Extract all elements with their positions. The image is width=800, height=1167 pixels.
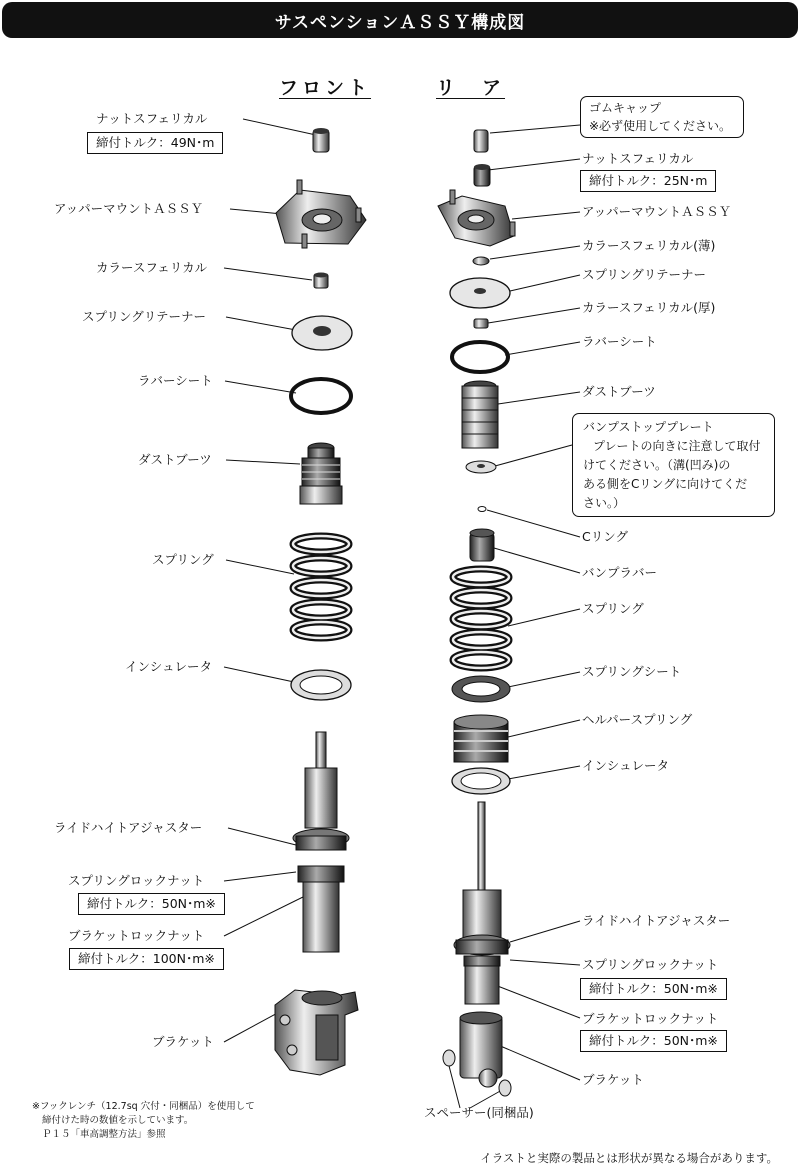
front-spring-label: スプリング [152,552,214,567]
rear-spring-retainer [450,278,510,308]
rear-spring-seat-label: スプリングシート [582,664,682,679]
rear-ride-height-adjuster-label: ライドハイトアジャスター [582,913,731,928]
rear-bump-rubber-label: バンプラバー [582,565,658,580]
front-bracket-lock-nut-label: ブラケットロックナット [68,928,205,943]
rear-collar-thin-label: カラースフェリカル(薄) [582,238,716,253]
front-insulator [291,670,351,700]
rear-rubber-cap-note: ※必ず使用してください。 [589,119,732,133]
rear-upper-mount [438,190,515,246]
front-column-heading: フロント [279,77,372,99]
rear-rubber-cap-callout [580,96,744,138]
rear-spring-lock-nut-label: スプリングロックナット [582,957,719,972]
rear-bump-rubber [470,529,494,561]
front-nut-spherical [313,128,329,152]
rear-nut-torque-box: 締付トルク：25N･m [580,170,716,192]
footnote-line-2: 締付けた時の数値を示しています。 [42,1115,194,1126]
front-nut-spherical-label: ナットスフェリカル [96,111,208,126]
rear-helper-spring [454,715,508,762]
front-spring-retainer [292,316,352,350]
rear-rubber-seat [452,342,508,372]
front-dust-boot [300,443,342,504]
front-rubber-seat-label: ラバーシート [138,373,213,388]
front-ride-height-adjuster-label: ライドハイトアジャスター [54,820,203,835]
front-bracket-lock-torque-box: 締付トルク：100N･m※ [69,948,224,970]
front-collar-label: カラースフェリカル [96,260,208,275]
front-rubber-seat [291,379,351,413]
rear-bump-stop-note-1: プレートの向きに注意して取付 [593,439,761,453]
front-spring-retainer-label: スプリングリテーナー [82,309,207,324]
rear-spacer-label: スペーサー(同梱品) [424,1105,534,1120]
footnote-line-3: Ｐ１５「車高調整方法」参照 [42,1129,166,1140]
front-spring-lock-torque-box: 締付トルク：50N･m※ [78,893,225,915]
rear-bump-stop-note-3: ある側をCリングに向けてくだ [583,477,748,491]
rear-dust-boot-label: ダストブーツ [582,384,656,399]
front-spring-lock-nut-label: スプリングロックナット [68,873,205,888]
leader-lines [224,119,580,1108]
rear-bracket-lock-torque-box: 締付トルク：50N･m※ [580,1030,727,1052]
rear-collar-thick [474,319,488,328]
rear-bump-stop-plate-label: バンプストッププレート [583,420,714,434]
disclaimer: イラストと実際の製品とは形状が異なる場合があります。 [480,1151,778,1165]
front-nut-torque-box: 締付トルク：49N･m [87,132,223,154]
front-collar-spherical [314,273,328,289]
rear-c-ring-label: Cリング [582,529,628,544]
rear-nut-spherical [474,164,490,186]
rear-helper-spring-label: ヘルパースプリング [582,712,693,727]
rear-dust-boot [462,381,498,448]
rear-rubber-cap [474,130,488,152]
rear-insulator [452,768,510,794]
rear-nut-spherical-label: ナットスフェリカル [582,151,694,166]
front-bracket-label: ブラケット [152,1034,214,1049]
rear-upper-mount-label: アッパーマウントＡＳＳＹ [582,204,732,219]
rear-collar-thick-label: カラースフェリカル(厚) [582,300,716,315]
front-damper [293,732,349,952]
rear-insulator-label: インシュレータ [582,758,669,773]
rear-spring-seat [452,676,510,702]
rear-bump-stop-callout [572,413,775,517]
rear-rubber-cap-label: ゴムキャップ [589,101,662,115]
rear-bracket-lock-nut-label: ブラケットロックナット [582,1011,719,1026]
rear-bump-stop-note-2: けてください。（溝(凹み)の [583,458,731,472]
rear-collar-thin [473,257,489,265]
front-dust-boot-label: ダストブーツ [138,452,212,467]
rear-spring-lock-torque-box: 締付トルク：50N･m※ [580,978,727,1000]
rear-spring-retainer-label: スプリングリテーナー [582,267,707,282]
rear-column-heading: リ ア [436,77,506,99]
rear-c-ring [478,507,486,512]
rear-bracket-label: ブラケット [582,1072,644,1087]
front-upper-mount-label: アッパーマウントＡＳＳＹ [54,201,204,216]
rear-spring-label: スプリング [582,601,644,616]
front-bracket [275,990,358,1075]
rear-bump-stop-note-4: さい。） [583,496,626,510]
footnote-line-1: ※フックレンチ（12.7sq 穴付・同梱品）を使用して [32,1101,255,1112]
rear-damper [454,802,510,1004]
page-title: サスペンションＡＳＳＹ構成図 [2,2,798,38]
rear-bracket [460,1012,502,1087]
rear-spring-highlight [453,569,509,668]
front-insulator-label: インシュレータ [125,659,212,674]
rear-rubber-seat-label: ラバーシート [582,334,657,349]
rear-bump-stop-plate [466,461,496,473]
front-upper-mount [276,180,366,248]
